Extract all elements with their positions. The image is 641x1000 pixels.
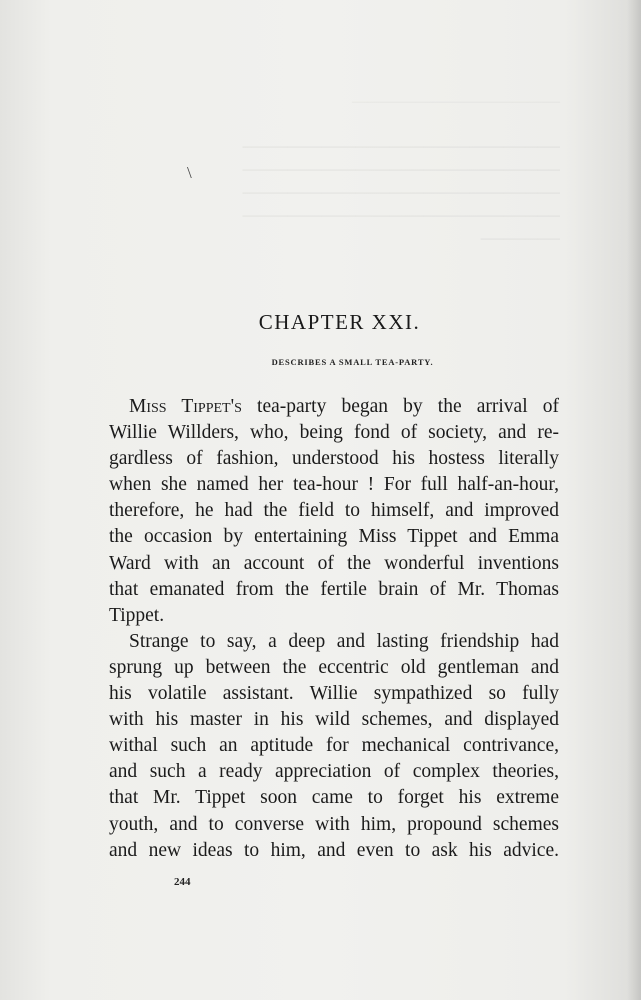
text-line: gardless of fashion, understood his hostess literally [109, 448, 559, 470]
paragraph-1 [109, 394, 559, 629]
text-line: his volatile assistant. Willie sympathized so fully [109, 683, 559, 705]
text-line: Strange to say, a deep and lasting friendship had [129, 630, 559, 652]
page-number: 244 [174, 876, 191, 888]
bleed-through-text: ————————————— ──────────────────────────── ──────────────────────────── ──────────────────────────── ──────────────────────────── ─────── [242, 93, 560, 248]
text-line: Ward with an account of the wonderful inventions [109, 552, 559, 574]
text-line: that emanated from the fertile brain of Mr. Thomas [109, 578, 559, 600]
text-line: and new ideas to him, and even to ask his advice. [109, 839, 559, 861]
text-line: Tippet. [109, 604, 165, 626]
text-line: Willie Willders, who, being fond of society, and re- [109, 422, 559, 444]
text-line: when she named her tea-hour ! For full half-an-hour, [109, 474, 559, 496]
body-text [109, 394, 559, 864]
margin-mark: \ [187, 163, 192, 182]
text-line: youth, and to converse with him, propound schemes [109, 813, 559, 835]
text-line: the occasion by entertaining Miss Tippet and Emma [109, 526, 559, 548]
paragraph-2 [109, 629, 559, 864]
text-line [109, 394, 559, 420]
text-line: and such a ready appreciation of complex theories, [109, 761, 559, 783]
chapter-title: CHAPTER XXI. [258, 310, 421, 334]
page-edge-shadow [627, 0, 641, 1000]
text-line: sprung up between the eccentric old gentleman and [109, 656, 559, 678]
text-line-fragment: tea-party began by the arrival of [241, 396, 559, 417]
text-line: with his master in his wild schemes, and displayed [109, 709, 559, 731]
text-line: withal such an aptitude for mechanical contrivance, [109, 735, 559, 757]
text-line: therefore, he had the field to himself, and improved [109, 500, 559, 522]
lead-name: Miss Tippet's [129, 396, 242, 417]
chapter-subtitle: DESCRIBES A SMALL TEA-PARTY. [271, 357, 434, 367]
text-line: that Mr. Tippet soon came to forget his extreme [109, 787, 559, 809]
